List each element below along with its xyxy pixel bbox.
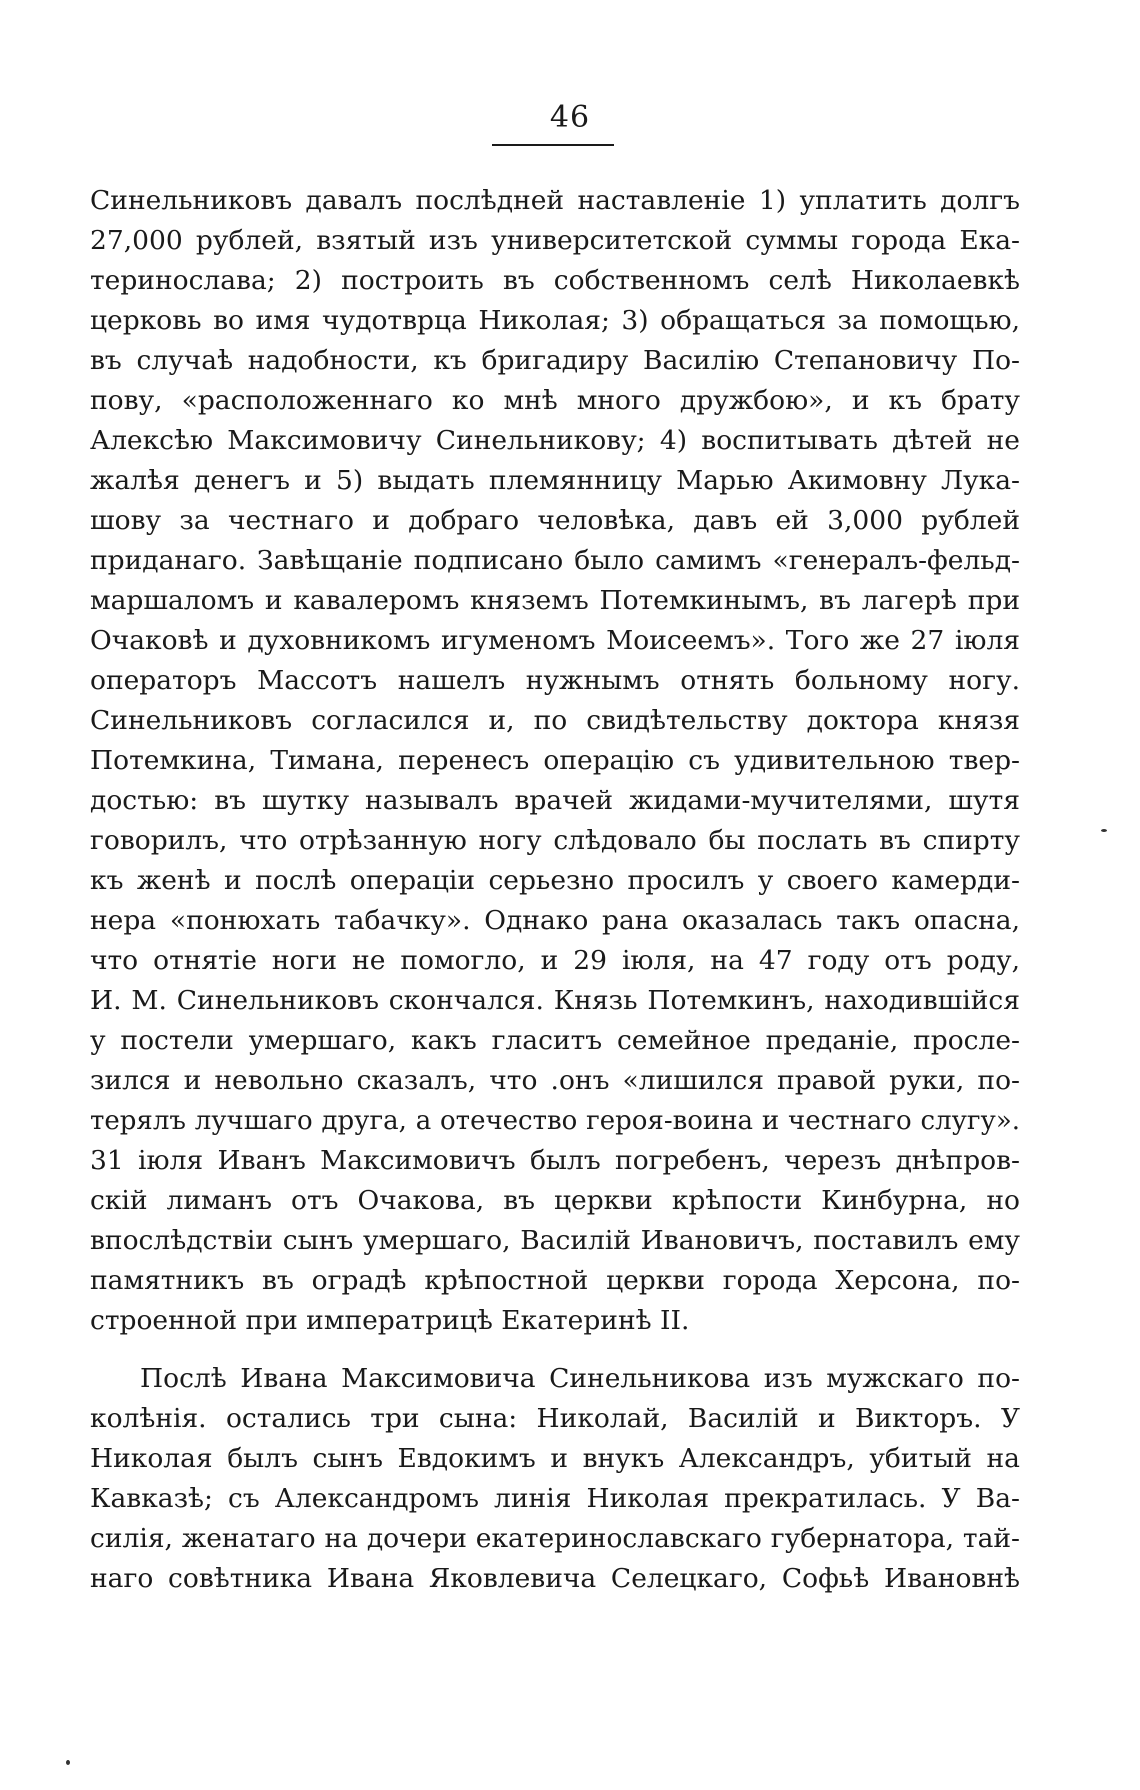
text-line: говорилъ, что отрѣзанную ногу слѣдовало бы послать въ спирту [90, 825, 1020, 856]
text-line: Синельниковъ согласился и, по свидѣтельству доктора князя [90, 705, 1020, 736]
text-line: наго совѣтника Ивана Яковлевича Селецкаго, Софьѣ Ивановнѣ [90, 1563, 1020, 1594]
text-line: теринослава; 2) построить въ собственномъ селѣ Николаевкѣ [90, 265, 1020, 296]
paragraph-gap [90, 1341, 1020, 1359]
text-line: скій лиманъ отъ Очакова, въ церкви крѣпости Кинбурна, но [90, 1185, 1020, 1216]
text-line: 31 іюля Иванъ Максимовичъ былъ погребенъ, черезъ днѣпров- [90, 1145, 1020, 1176]
text-line: пову, «расположеннаго ко мнѣ много дружбою», и къ брату [90, 385, 1020, 416]
text-line: что отнятіе ноги не помогло, и 29 іюля, на 47 году отъ роду, [90, 945, 1020, 976]
text-line: Потемкина, Тимана, перенесъ операцію съ удивительною твер- [90, 745, 1020, 776]
body-text [90, 181, 1020, 1599]
paragraph [90, 1359, 1020, 1599]
text-line: шову за честнаго и добраго человѣка, давъ ей 3,000 рублей [90, 505, 1020, 536]
text-line: операторъ Массотъ нашелъ нужнымъ отнять больному ногу. [90, 665, 1020, 696]
text-line: терялъ лучшаго друга, а отечество героя-воина и честнаго слугу». [90, 1106, 1020, 1136]
paragraph [90, 181, 1020, 1341]
print-speck [1101, 829, 1107, 832]
text-line: памятникъ въ оградѣ крѣпостной церкви города Херсона, по- [90, 1265, 1020, 1296]
text-line: впослѣдствіи сынъ умершаго, Василій Ивановичъ, поставилъ ему [90, 1225, 1020, 1256]
text-line: строенной при императрицѣ Екатеринѣ II. [90, 1305, 690, 1336]
text-line: Алексѣю Максимовичу Синельникову; 4) воспитывать дѣтей не [90, 425, 1020, 456]
text-line: Синельниковъ давалъ послѣдней наставленіе 1) уплатить долгъ [90, 185, 1020, 216]
text-line: у постели умершаго, какъ гласитъ семейное преданіе, просле- [90, 1025, 1020, 1056]
text-line: Очаковѣ и духовникомъ игуменомъ Моисеемъ». Того же 27 іюля [90, 625, 1020, 656]
text-line: приданаго. Завѣщаніе подписано было самимъ «генералъ-фельд- [90, 545, 1020, 576]
text-line: въ случаѣ надобности, къ бригадиру Василію Степановичу По- [90, 345, 1020, 376]
text-line: жалѣя денегъ и 5) выдать племянницу Марью Акимовну Лука- [90, 465, 1020, 496]
page-number: 46 [549, 100, 591, 135]
text-line: достью: въ шутку называлъ врачей жидами-мучителями, шутя [90, 785, 1020, 816]
text-line: церковь во имя чудотврца Николая; 3) обращаться за помощью, [90, 305, 1020, 336]
text-line: 27,000 рублей, взятый изъ университетской суммы города Ека- [90, 225, 1020, 256]
page-number-rule [492, 144, 614, 146]
text-line: Николая былъ сынъ Евдокимъ и внукъ Александръ, убитый на [90, 1443, 1020, 1474]
text-line: силія, женатаго на дочери екатеринославскаго губернатора, тай- [90, 1523, 1020, 1554]
text-line: И. М. Синельниковъ скончался. Князь Потемкинъ, находившійся [90, 985, 1020, 1016]
text-line: колѣнія. остались три сына: Николай, Василій и Викторъ. У [90, 1403, 1020, 1434]
print-speck [66, 1760, 70, 1765]
text-line: маршаломъ и кавалеромъ княземъ Потемкинымъ, въ лагерѣ при [90, 585, 1020, 616]
text-line: нера «понюхать табачку». Однако рана оказалась такъ опасна, [90, 905, 1020, 936]
text-line: Кавказѣ; съ Александромъ линія Николая прекратилась. У Ва- [90, 1483, 1020, 1514]
text-line: зился и невольно сказалъ, что .онъ «лишился правой руки, по- [90, 1065, 1020, 1096]
text-line: къ женѣ и послѣ операціи серьезно просилъ у своего камерди- [90, 865, 1020, 896]
text-line: Послѣ Ивана Максимовича Синельникова изъ мужскаго по- [140, 1363, 1020, 1394]
